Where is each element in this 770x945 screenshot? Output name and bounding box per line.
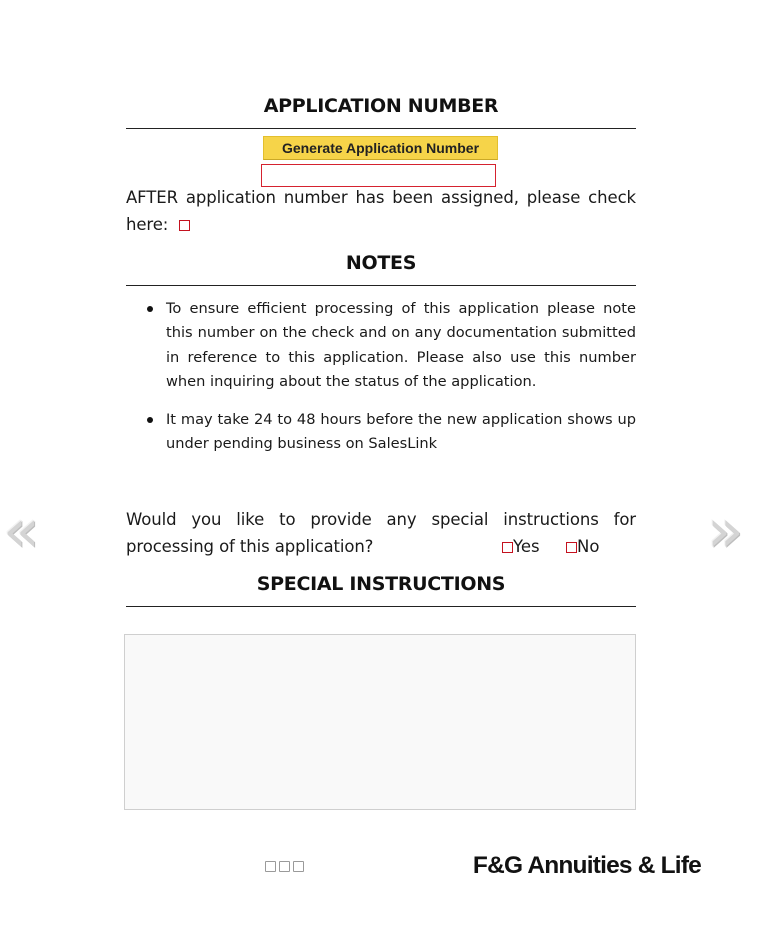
generate-application-number-button[interactable]: Generate Application Number [263, 136, 498, 160]
special-instructions-textarea[interactable] [124, 634, 636, 810]
special-instructions-question: Would you like to provide any special instructions for processing of this application? [126, 510, 636, 556]
yes-option[interactable] [502, 537, 540, 556]
no-checkbox[interactable] [566, 542, 577, 553]
special-instructions-divider [126, 606, 636, 607]
notes-list [126, 297, 636, 471]
page-dot[interactable] [279, 861, 290, 872]
page-indicator [265, 861, 304, 872]
no-option[interactable] [566, 537, 599, 556]
application-number-divider [126, 128, 636, 129]
note-item: To ensure efficient processing of this application please note this number on the check and on any documentation submitted in reference to this application. Please also use this number when inquiring about the status of the application. [166, 297, 636, 394]
after-assigned-text: AFTER application number has been assigned, please check here: [126, 188, 636, 234]
no-label: No [577, 537, 600, 556]
yes-label: Yes [513, 537, 540, 556]
page-dot[interactable] [265, 861, 276, 872]
after-assigned-instruction [126, 184, 636, 238]
special-instructions-heading: SPECIAL INSTRUCTIONS [256, 573, 506, 595]
brand-logo: F&G Annuities & Life [472, 852, 701, 879]
page-dot[interactable] [293, 861, 304, 872]
number-assigned-checkbox[interactable] [179, 220, 190, 231]
double-chevron-right-icon[interactable]: » [707, 496, 744, 566]
note-item: It may take 24 to 48 hours before the new application shows up under pending business on SalesLink [166, 408, 636, 457]
notes-heading: NOTES [345, 252, 417, 274]
yes-checkbox[interactable] [502, 542, 513, 553]
notes-divider [126, 285, 636, 286]
application-number-heading: APPLICATION NUMBER [263, 95, 499, 117]
double-chevron-left-icon[interactable]: « [3, 496, 40, 566]
